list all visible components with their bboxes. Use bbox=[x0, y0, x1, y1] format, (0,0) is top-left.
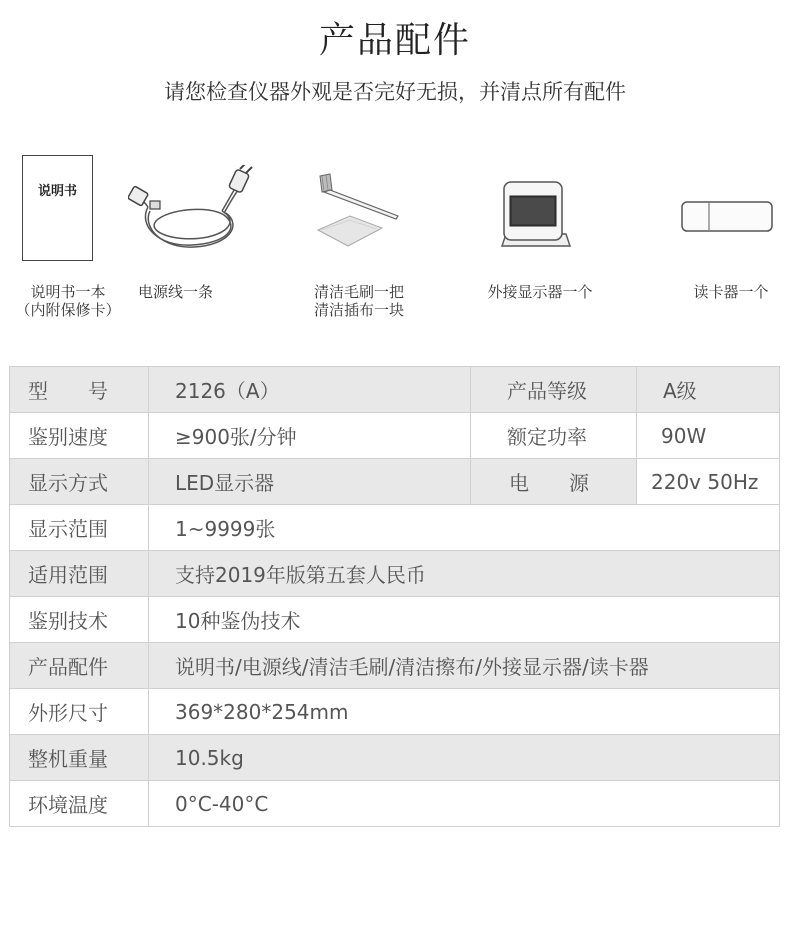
table-row bbox=[10, 689, 780, 735]
spec-value: 支持2019年版第五套人民币 bbox=[149, 551, 780, 597]
table-row bbox=[10, 597, 780, 643]
brush-cloth-icon bbox=[310, 172, 402, 250]
table-row bbox=[10, 413, 780, 459]
external-display-icon bbox=[498, 178, 574, 250]
brush-label-line1: 清洁毛刷一把 bbox=[313, 283, 404, 301]
spec-value: 2126（A） bbox=[149, 367, 471, 413]
spec-label: 环境温度 bbox=[10, 781, 149, 827]
spec-value: ≥900张/分钟 bbox=[149, 413, 471, 459]
spec-value: 说明书/电源线/清洁毛刷/清洁擦布/外接显示器/读卡器 bbox=[149, 643, 780, 689]
cable-label: 电源线一条 bbox=[138, 283, 214, 301]
manual-label bbox=[8, 283, 128, 319]
spec-label: 产品配件 bbox=[10, 643, 149, 689]
page-subtitle: 请您检查仪器外观是否完好无损，并清点所有配件 bbox=[164, 80, 626, 104]
spec-table bbox=[9, 366, 780, 827]
brush-label bbox=[294, 283, 424, 319]
display-label: 外接显示器一个 bbox=[487, 283, 593, 301]
spec-label: 电 源 bbox=[471, 459, 637, 505]
reader-label: 读卡器一个 bbox=[693, 283, 769, 301]
spec-label: 鉴别速度 bbox=[10, 413, 149, 459]
page-title: 产品配件 bbox=[318, 20, 471, 61]
spec-value: 220v 50Hz bbox=[637, 459, 780, 505]
table-row bbox=[10, 367, 780, 413]
table-row bbox=[10, 459, 780, 505]
spec-label: 整机重量 bbox=[10, 735, 149, 781]
spec-value: 90W bbox=[637, 413, 780, 459]
spec-label: 外形尺寸 bbox=[10, 689, 149, 735]
spec-label: 型 号 bbox=[10, 367, 149, 413]
spec-label: 显示方式 bbox=[10, 459, 149, 505]
spec-label: 适用范围 bbox=[10, 551, 149, 597]
spec-value: 1~9999张 bbox=[149, 505, 780, 551]
spec-value: 10种鉴伪技术 bbox=[149, 597, 780, 643]
manual-label-line1: 说明书一本 bbox=[30, 283, 106, 301]
spec-value: LED显示器 bbox=[149, 459, 471, 505]
table-row bbox=[10, 505, 780, 551]
spec-value: 0°C-40°C bbox=[149, 781, 780, 827]
manual-image bbox=[22, 155, 93, 261]
manual-label-line2: （内附保修卡） bbox=[15, 301, 121, 319]
table-row bbox=[10, 551, 780, 597]
spec-value: A级 bbox=[637, 367, 780, 413]
spec-value: 369*280*254mm bbox=[149, 689, 780, 735]
power-cable-icon bbox=[128, 165, 256, 255]
spec-label: 额定功率 bbox=[471, 413, 637, 459]
table-row bbox=[10, 735, 780, 781]
card-reader-icon bbox=[680, 200, 775, 234]
spec-label: 鉴别技术 bbox=[10, 597, 149, 643]
spec-value: 10.5kg bbox=[149, 735, 780, 781]
spec-label: 显示范围 bbox=[10, 505, 149, 551]
table-row bbox=[10, 643, 780, 689]
manual-cover-text: 说明书 bbox=[37, 184, 77, 199]
brush-label-line2: 清洁插布一块 bbox=[313, 301, 404, 319]
spec-label: 产品等级 bbox=[471, 367, 637, 413]
table-row bbox=[10, 781, 780, 827]
